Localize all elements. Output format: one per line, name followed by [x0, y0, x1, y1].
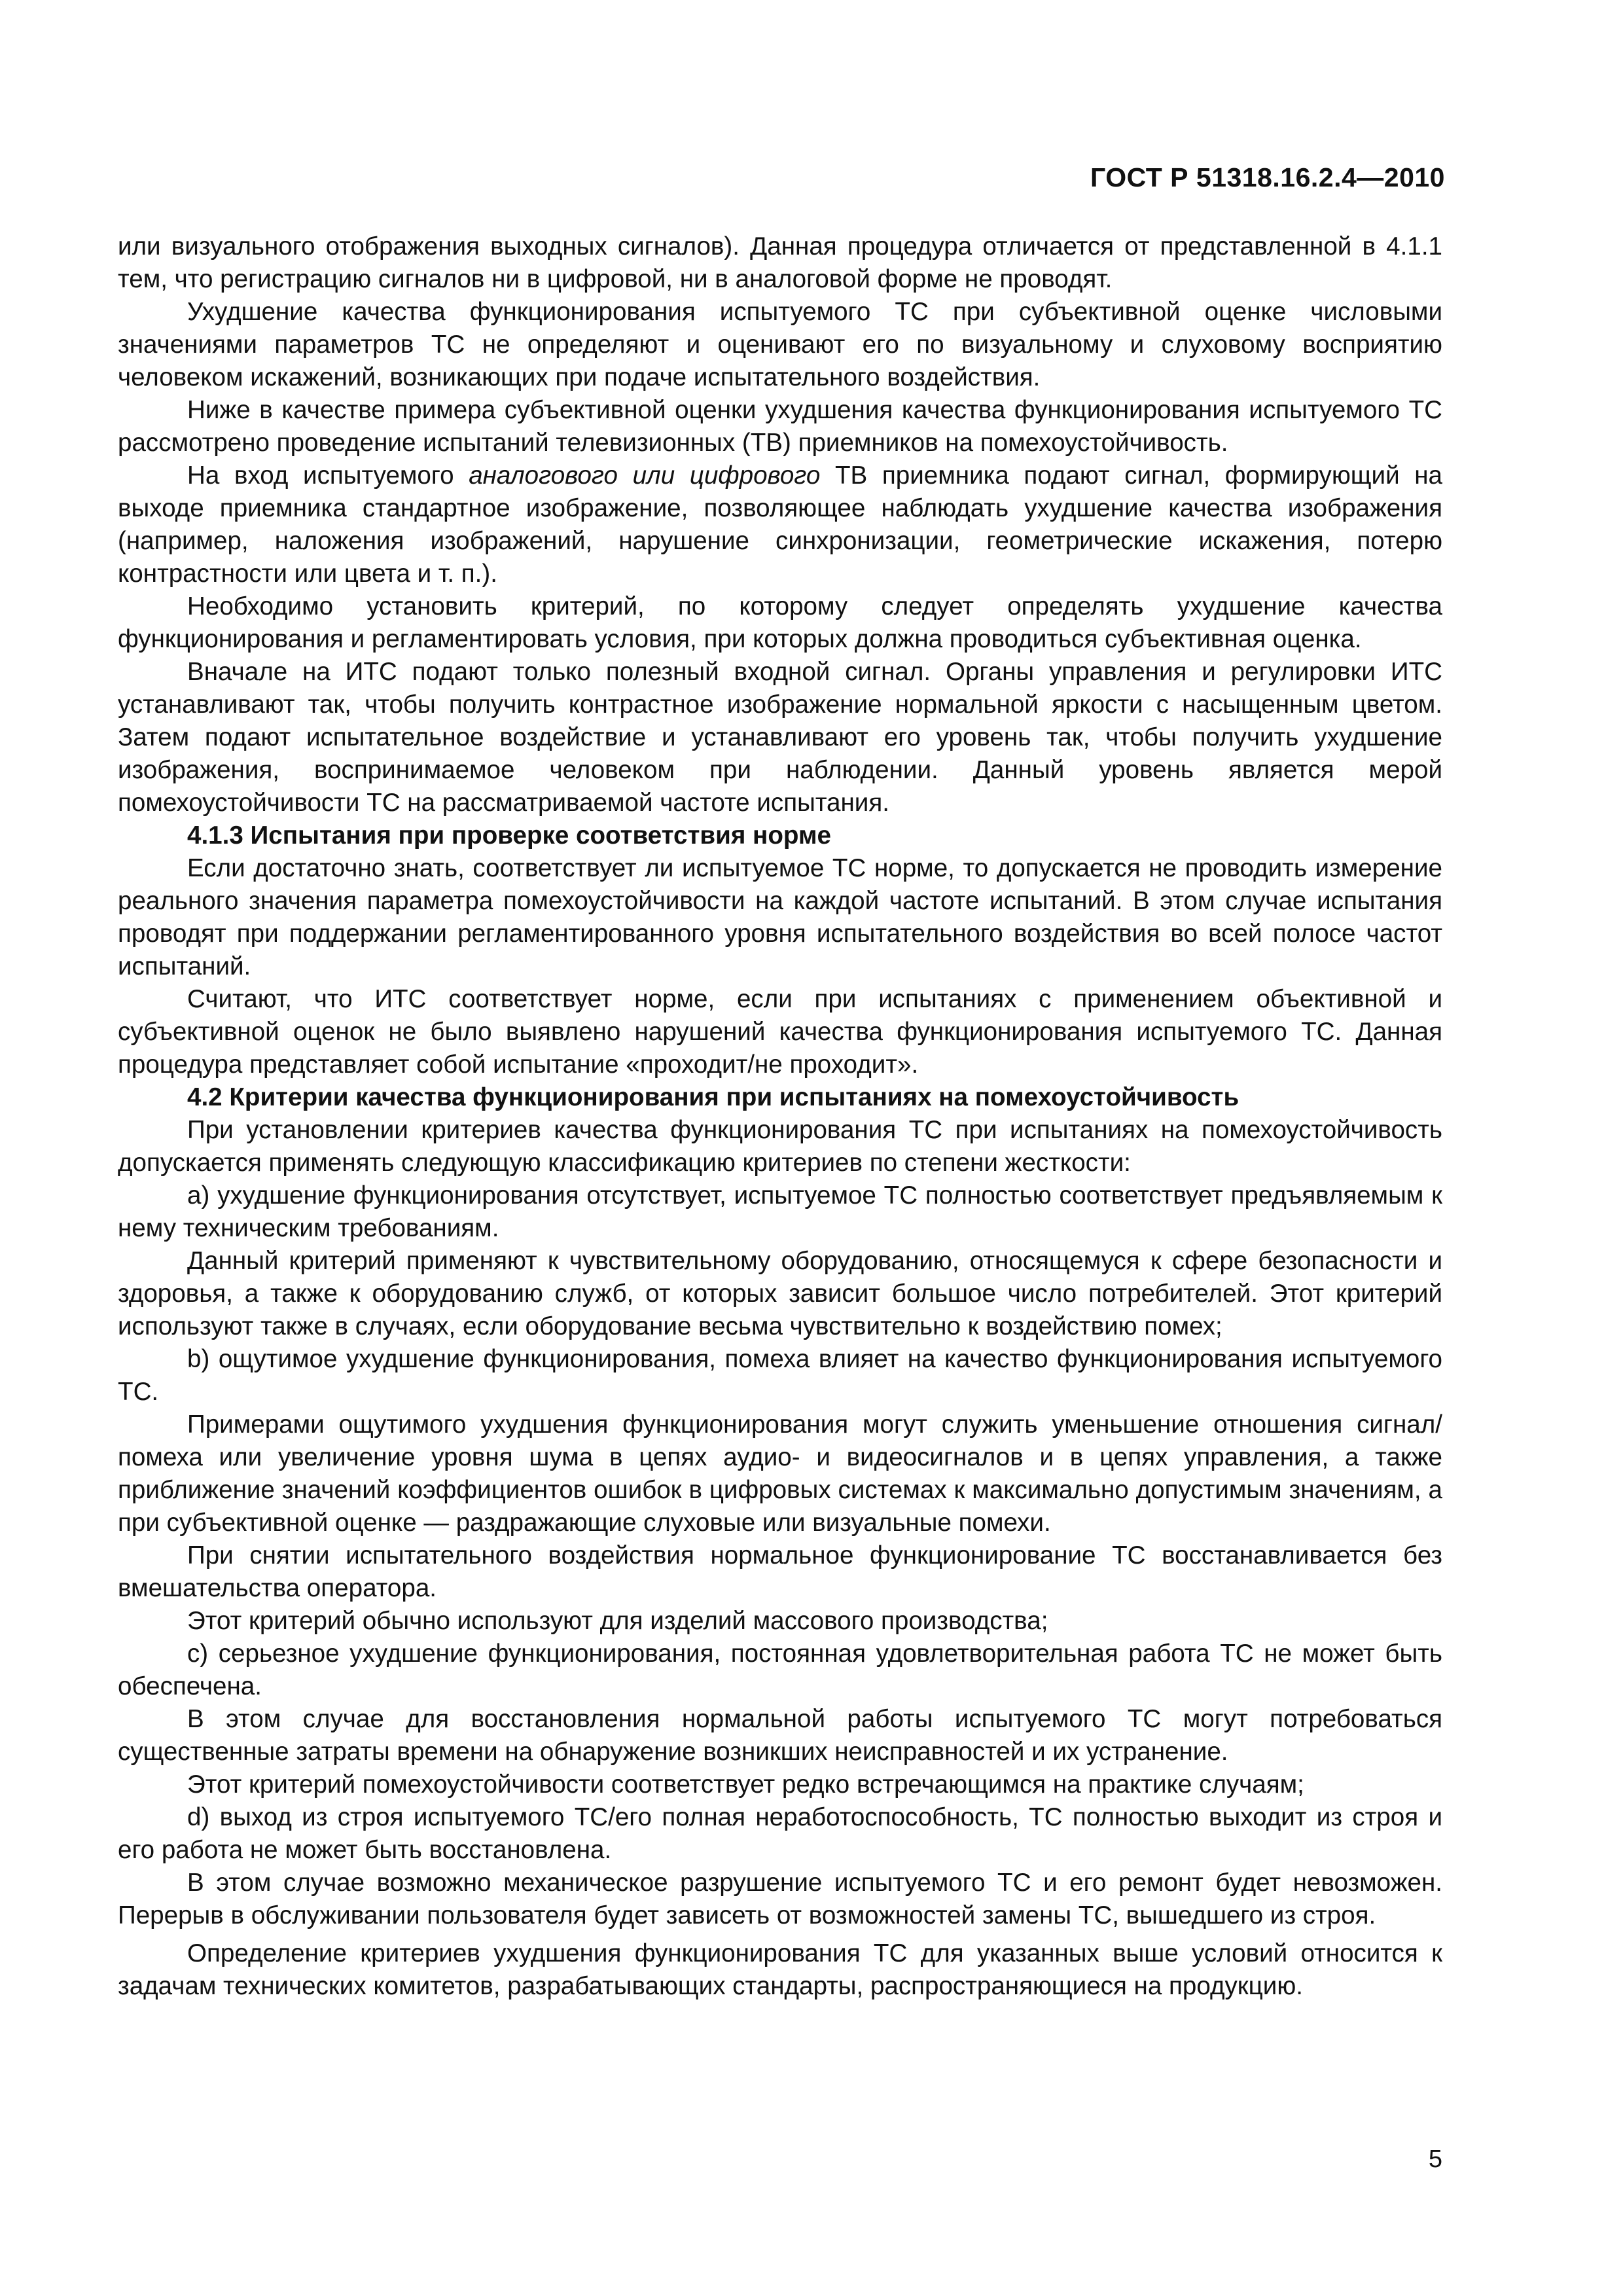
- paragraph: Ниже в качестве примера субъективной оценки ухудшения качества функционирования испытуемого ТС рассмотрено проведение испытаний телевизионных (ТВ) приемников на помехоустойчивость.: [118, 396, 1442, 457]
- section-heading-4-2: 4.2 Критерии качества функционирования при испытаниях на помехоустойчивость: [187, 1083, 1240, 1111]
- paragraph-text: ТВ приемника подают сигнал, формирующий на выходе приемника стандартное изображение, позволяющее наблюдать ухудшение качества изображения (например, наложения изображений, нарушение синхронизации, геометрические искажения, потерю контрастности или цвета и т. п.).: [118, 461, 1443, 588]
- paragraph: Если достаточно знать, соответствует ли испытуемое ТС норме, то допускается не проводить измерение реального значения параметра помехоустойчивости на каждой частоте испытаний. В этом случае испытания проводят при поддержании регламентированного уровня испытательного воздействия во всей полосе частот испытаний.: [118, 854, 1442, 980]
- paragraph: При установлении критериев качества функционирования ТС при испытаниях на помехоустойчивость допускается применять следующую классификацию критериев по степени жесткости:: [118, 1116, 1442, 1177]
- paragraph: Вначале на ИТС подают только полезный входной сигнал. Органы управления и регулировки ИТС устанавливают так, чтобы получить контрастное изображение нормальной яркости с насыщенным цветом. Затем подают испытательное воздействие и устанавливают его уровень так, чтобы получить ухудшение изображения, воспринимаемое человеком при наблюдении. Данный уровень является мерой помехоустойчивости ТС на рассматриваемой частоте испытания.: [118, 658, 1442, 817]
- paragraph: Считают, что ИТС соответствует норме, если при испытаниях с применением объективной и субъективной оценок не было выявлено нарушений качества функционирования испытуемого ТС. Данная процедура представляет собой испытание «проходит/не проходит».: [118, 985, 1442, 1079]
- paragraph: Этот критерий помехоустойчивости соответствует редко встречающимся на практике случаям;: [187, 1770, 1304, 1799]
- page-number: 5: [1428, 2145, 1442, 2173]
- paragraph: или визуального отображения выходных сигналов). Данная процедура отличается от представленной в 4.1.1 тем, что регистрацию сигналов ни в цифровой, ни в аналоговой форме не проводят.: [118, 232, 1442, 293]
- list-item-b: b) ощутимое ухудшение функционирования, помеха влияет на качество функционирования испытуемого ТС.: [118, 1345, 1442, 1406]
- paragraph: Этот критерий обычно используют для изделий массового производства;: [187, 1607, 1048, 1635]
- emphasis-text: аналогового или цифрового: [469, 461, 821, 490]
- paragraph: В этом случае возможно механическое разрушение испытуемого ТС и его ремонт будет невозможен. Перерыв в обслуживании пользователя будет зависеть от возможностей замены ТС, вышедшего из строя.: [118, 1869, 1442, 1929]
- paragraph: В этом случае для восстановления нормальной работы испытуемого ТС могут потребоваться существенные затраты времени на обнаружение возникших неисправностей и их устранение.: [118, 1705, 1442, 1766]
- paragraph: Ухудшение качества функционирования испытуемого ТС при субъективной оценке числовыми значениями параметров ТС не определяют и оценивают его по визуальному и слуховому восприятию человеком искажений, возникающих при подаче испытательного воздействия.: [118, 298, 1442, 391]
- paragraph: Необходимо установить критерий, по которому следует определять ухудшение качества функционирования и регламентировать условия, при которых должна проводиться субъективная оценка.: [118, 592, 1442, 653]
- list-item-c: с) серьезное ухудшение функционирования, постоянная удовлетворительная работа ТС не может быть обеспечена.: [118, 1640, 1442, 1700]
- paragraph: Данный критерий применяют к чувствительному оборудованию, относящемуся к сфере безопасности и здоровья, а также к оборудованию служб, от которых зависит большое число потребителей. Этот критерий используют также в случаях, если оборудование весьма чувствительно к воздействию помех;: [118, 1247, 1442, 1340]
- list-item-a: а) ухудшение функционирования отсутствует, испытуемое ТС полностью соответствует предъявляемым к нему техническим требованиям.: [118, 1181, 1442, 1242]
- section-heading-4-1-3: 4.1.3 Испытания при проверке соответствия норме: [187, 821, 831, 850]
- paragraph: При снятии испытательного воздействия нормальное функционирование ТС восстанавливается без вмешательства оператора.: [118, 1541, 1442, 1602]
- paragraph: Примерами ощутимого ухудшения функционирования могут служить уменьшение отношения сигнал/помеха или увеличение уровня шума в цепях аудио- и видеосигналов и в цепях управления, а также приближение значений коэффициентов ошибок в цифровых системах к максимально допустимым значениям, а при субъективной оценке — раздражающие слуховые или визуальные помехи.: [118, 1410, 1442, 1537]
- paragraph-text: На вход испытуемого: [187, 461, 469, 490]
- document-body: [118, 230, 1442, 2003]
- document-id-header: ГОСТ Р 51318.16.2.4—2010: [1090, 162, 1445, 192]
- paragraph: Определение критериев ухудшения функционирования ТС для указанных выше условий относится к задачам технических комитетов, разрабатывающих стандарты, распространяющиеся на продукцию.: [118, 1939, 1442, 2000]
- list-item-d: d) выход из строя испытуемого ТС/его полная неработоспособность, ТС полностью выходит из строя и его работа не может быть восстановлена.: [118, 1803, 1442, 1864]
- paragraph: [118, 459, 1442, 590]
